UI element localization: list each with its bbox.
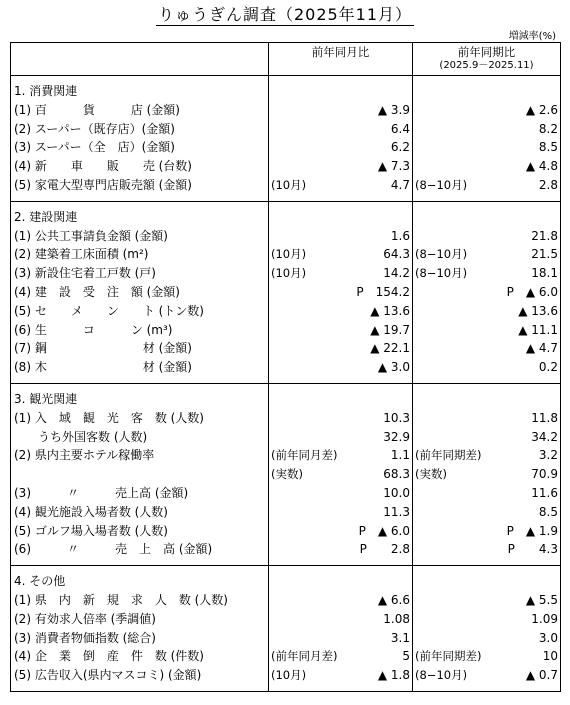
empty-cell (313, 201, 413, 226)
survey-table (10, 42, 561, 692)
row-label: (1) 入 域 観 光 客 数 (人数) (11, 409, 269, 428)
empty-cell (413, 383, 463, 408)
col2-prefix (413, 321, 463, 340)
col1-value: ▲ 13.6 (313, 302, 413, 321)
empty-cell (269, 383, 313, 408)
col1-value: 1.1 (313, 446, 413, 465)
col2-prefix (413, 522, 463, 541)
col1-value: ▲ 19.7 (313, 321, 413, 340)
section-title-row (11, 76, 561, 101)
col2-value: ▲ 11.1 (463, 321, 561, 340)
col2-prefix (413, 358, 463, 383)
col2-prefix: (前年同期差) (415, 448, 482, 463)
table-row (11, 245, 561, 264)
col2-prefix: (前年同期差) (415, 649, 482, 664)
col1-value: ▲ 1.8 (313, 666, 413, 691)
table-row (11, 339, 561, 358)
row-label: (6) 生 コ ン (m³) (11, 321, 269, 340)
col1-value: 14.2 (313, 264, 413, 283)
table-row (11, 227, 561, 246)
row-label: (8) 木 材 (金額) (11, 358, 269, 383)
col2-value: P ▲ 6.0 (463, 283, 561, 302)
row-label: (3) 〃 売上高 (金額) (11, 484, 269, 503)
row-label: (1) 県 内 新 規 求 人 数 (人数) (11, 591, 269, 610)
empty-cell (269, 76, 313, 101)
row-label: (5) セ メ ン ト (トン数) (11, 302, 269, 321)
table-row (11, 465, 561, 484)
col2-value: 11.6 (463, 484, 561, 503)
col1-value: P ▲ 6.0 (313, 522, 413, 541)
table-row (11, 647, 561, 666)
col2-prefix (413, 428, 463, 447)
col1-prefix (269, 591, 313, 610)
col1-prefix (269, 540, 313, 565)
section-title-row (11, 566, 561, 591)
header-row (11, 43, 561, 76)
col1-prefix (269, 503, 313, 522)
col2-prefix (413, 101, 463, 120)
row-label: (4) 企 業 倒 産 件 数 (件数) (11, 647, 269, 666)
col1-value: 64.3 (313, 245, 413, 264)
col2-value: 70.9 (463, 465, 561, 484)
col1-prefix (269, 409, 313, 428)
col1-value: ▲ 22.1 (313, 339, 413, 358)
table-row (11, 138, 561, 157)
header-blank (11, 43, 269, 76)
table-row (11, 484, 561, 503)
col1-prefix: (10月) (269, 666, 313, 691)
empty-cell (463, 76, 561, 101)
col2-prefix (413, 157, 463, 176)
col1-value: P 2.8 (313, 540, 413, 565)
col2-prefix (413, 120, 463, 139)
empty-cell (313, 566, 413, 591)
row-label: (4) 観光施設入場者数 (人数) (11, 503, 269, 522)
col2-value: ▲ 5.5 (463, 591, 561, 610)
col1-prefix (269, 227, 313, 246)
col2-prefix (413, 591, 463, 610)
col1-prefix: (実数) (271, 467, 303, 482)
col1-prefix (269, 629, 313, 648)
col2-prefix (413, 227, 463, 246)
table-row (11, 120, 561, 139)
row-label: (6) 〃 売 上 高 (金額) (11, 540, 269, 565)
col2-header: 前年同期比 (2025.9－2025.11) (413, 43, 561, 76)
empty-cell (269, 566, 313, 591)
col2-value: ▲ 13.6 (463, 302, 561, 321)
col1-prefix (269, 101, 313, 120)
table-row (11, 302, 561, 321)
table-row (11, 428, 561, 447)
col2-prefix (413, 409, 463, 428)
empty-cell (413, 201, 463, 226)
row-label (11, 465, 269, 484)
row-label: (5) ゴルフ場入場者数 (人数) (11, 522, 269, 541)
col1-value: ▲ 7.3 (313, 157, 413, 176)
col1-prefix: (前年同月差) (271, 649, 338, 664)
col1-prefix (269, 321, 313, 340)
col2-prefix (413, 302, 463, 321)
col1-value: ▲ 3.9 (313, 101, 413, 120)
col1-prefix: (10月) (271, 266, 307, 281)
unit-note: 増減率(%) (508, 31, 556, 42)
col2-value: 3.0 (463, 629, 561, 648)
row-label: (1) 公共工事請負金額 (金額) (11, 227, 269, 246)
section-title-row (11, 201, 561, 226)
table-row (11, 610, 561, 629)
table-row (11, 503, 561, 522)
col2-value: P 4.3 (463, 540, 561, 565)
row-label: (5) 広告収入(県内マスコミ) (金額) (11, 666, 269, 691)
col2-value: ▲ 0.7 (463, 666, 561, 691)
col2-prefix: (8−10月) (413, 176, 463, 201)
row-label: (2) 有効求人倍率 (季調値) (11, 610, 269, 629)
col1-prefix (269, 358, 313, 383)
table-row (11, 321, 561, 340)
col1-value: P 154.2 (313, 283, 413, 302)
col2-value: ▲ 4.7 (463, 339, 561, 358)
col1-prefix: (10月) (271, 247, 307, 262)
col2-prefix: (8−10月) (415, 247, 468, 262)
empty-cell (463, 566, 561, 591)
row-label: (5) 家電大型専門店販売額 (金額) (11, 176, 269, 201)
col1-value: 4.7 (313, 176, 413, 201)
col2-value: 18.1 (463, 264, 561, 283)
col2-prefix: (8−10月) (413, 666, 463, 691)
row-label: (3) 新設住宅着工戸数 (戸) (11, 264, 269, 283)
col1-prefix (269, 484, 313, 503)
row-label: (3) 消費者物価指数 (総合) (11, 629, 269, 648)
col1-prefix (269, 157, 313, 176)
col1-value: ▲ 3.0 (313, 358, 413, 383)
page-title: りゅうぎん調査（2025年11月） (157, 5, 413, 24)
empty-cell (463, 383, 561, 408)
empty-cell (413, 76, 463, 101)
col2-value: 21.5 (463, 245, 561, 264)
col1-value: 68.3 (313, 465, 413, 484)
section-title: 1. 消費関連 (11, 76, 269, 101)
col2-value: ▲ 4.8 (463, 157, 561, 176)
row-label: (2) 建築着工床面積 (m²) (11, 245, 269, 264)
col1-value: 5 (313, 647, 413, 666)
row-label: (2) 県内主要ホテル稼働率 (11, 446, 269, 465)
row-label: (4) 新 車 販 売 (台数) (11, 157, 269, 176)
col2-value: 0.2 (463, 358, 561, 383)
section-title: 3. 観光関連 (11, 383, 269, 408)
col2-value: 10 (463, 647, 561, 666)
col2-value: 8.5 (463, 503, 561, 522)
table-row (11, 358, 561, 383)
row-label: うち外国客数 (人数) (11, 428, 269, 447)
table-row (11, 591, 561, 610)
row-label: (7) 鋼 材 (金額) (11, 339, 269, 358)
col2-value: 11.8 (463, 409, 561, 428)
table-row (11, 540, 561, 565)
col1-prefix (269, 610, 313, 629)
empty-cell (269, 201, 313, 226)
col1-prefix (269, 522, 313, 541)
row-label: (3) スーパー（全 店）(金額) (11, 138, 269, 157)
col1-value: 10.3 (313, 409, 413, 428)
table-row (11, 446, 561, 465)
empty-cell (413, 566, 463, 591)
section-title: 2. 建設関連 (11, 201, 269, 226)
empty-cell (463, 201, 561, 226)
col2-prefix (413, 629, 463, 648)
table-row (11, 157, 561, 176)
col1-prefix: (10月) (269, 176, 313, 201)
col2-prefix (413, 339, 463, 358)
col1-value: 6.2 (313, 138, 413, 157)
empty-cell (313, 383, 413, 408)
col2-value: P ▲ 1.9 (463, 522, 561, 541)
col1-value: 10.0 (313, 484, 413, 503)
row-label: (4) 建 設 受 注 額 (金額) (11, 283, 269, 302)
table-row (11, 629, 561, 648)
table-row (11, 666, 561, 691)
section-title-row (11, 383, 561, 408)
col2-value: 21.8 (463, 227, 561, 246)
col2-value: ▲ 2.6 (463, 101, 561, 120)
col1-value: 32.9 (313, 428, 413, 447)
col2-value: 8.5 (463, 138, 561, 157)
table-row (11, 522, 561, 541)
table-row (11, 283, 561, 302)
col1-prefix (269, 302, 313, 321)
section-title: 4. その他 (11, 566, 269, 591)
col1-value: ▲ 6.6 (313, 591, 413, 610)
row-label: (1) 百 貨 店 (金額) (11, 101, 269, 120)
col1-prefix (269, 428, 313, 447)
col1-prefix (269, 120, 313, 139)
empty-cell (313, 76, 413, 101)
col2-value: 3.2 (463, 446, 561, 465)
col2-prefix (413, 540, 463, 565)
col2-value: 8.2 (463, 120, 561, 139)
col2-value: 1.09 (463, 610, 561, 629)
col2-value: 2.8 (463, 176, 561, 201)
col2-prefix: (8−10月) (415, 266, 468, 281)
col1-value: 11.3 (313, 503, 413, 522)
col1-prefix (269, 138, 313, 157)
col1-value: 6.4 (313, 120, 413, 139)
col2-prefix (413, 610, 463, 629)
col2-value: 34.2 (463, 428, 561, 447)
col1-prefix (269, 283, 313, 302)
col1-value: 1.6 (313, 227, 413, 246)
col1-prefix: (前年同月差) (271, 448, 338, 463)
col1-prefix (269, 339, 313, 358)
col2-prefix (413, 484, 463, 503)
table-row (11, 409, 561, 428)
col2-prefix (413, 503, 463, 522)
table-row (11, 264, 561, 283)
col2-prefix (413, 283, 463, 302)
col2-prefix: (実数) (415, 467, 447, 482)
table-row (11, 176, 561, 201)
col1-header: 前年同月比 (269, 43, 413, 76)
col2-prefix (413, 138, 463, 157)
table-body (11, 76, 561, 692)
row-label: (2) スーパー（既存店）(金額) (11, 120, 269, 139)
table-row (11, 101, 561, 120)
col1-value: 1.08 (313, 610, 413, 629)
col1-value: 3.1 (313, 629, 413, 648)
